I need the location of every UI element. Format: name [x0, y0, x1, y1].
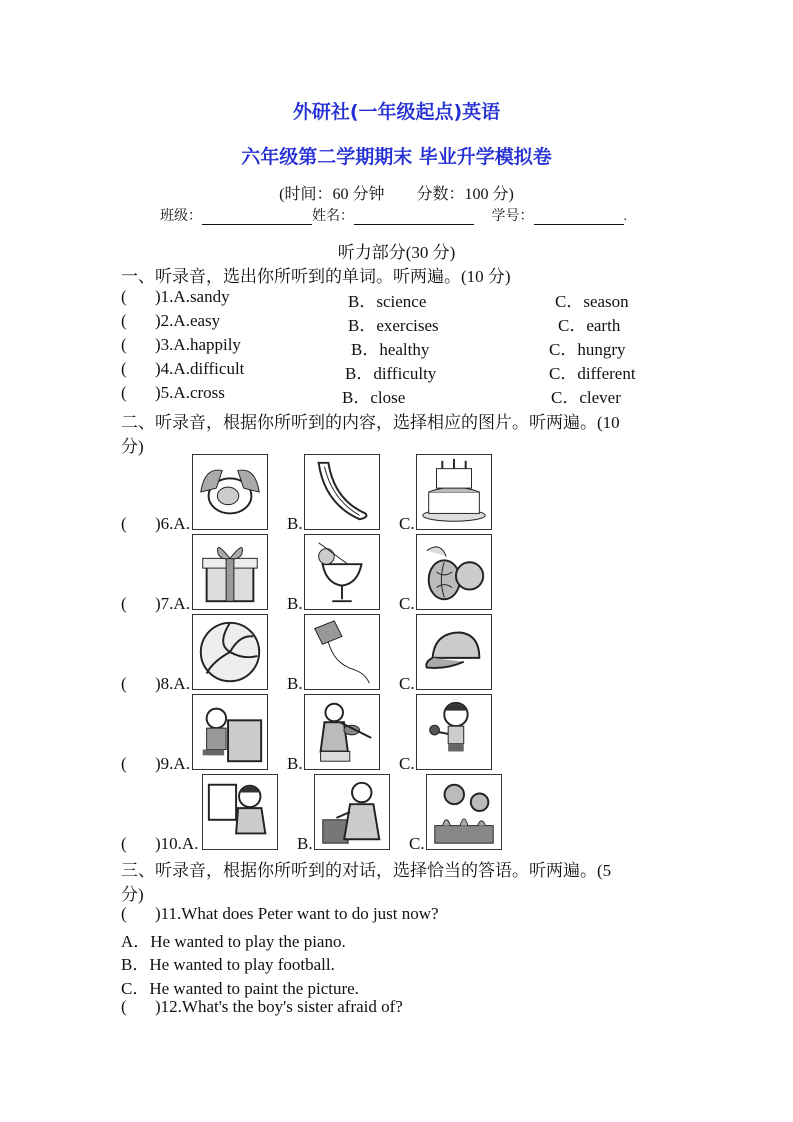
- q1-paren: (: [121, 287, 127, 306]
- class-label: 班级：: [160, 209, 202, 224]
- q6-label-c: C.: [399, 514, 415, 533]
- egg-icon[interactable]: [192, 454, 268, 530]
- q7-label-c: C.: [399, 594, 415, 613]
- class-blank[interactable]: [202, 210, 312, 225]
- part1-title: 一、听录音，选出你所听到的单词。听两遍。(10 分): [121, 267, 511, 286]
- q4-option-b: B．difficulty: [345, 364, 437, 383]
- q12-paren: (: [121, 997, 127, 1016]
- student-info-row: [160, 205, 627, 225]
- q3-option-b: B．healthy: [351, 340, 430, 359]
- q1-option-b: B．science: [348, 292, 427, 311]
- q3-paren: (: [121, 335, 127, 354]
- piano-player-icon[interactable]: [192, 694, 268, 770]
- q2-option-c: C．earth: [558, 316, 621, 335]
- q10-label-a: )10.A.: [155, 834, 199, 853]
- q11-option-c: C．He wanted to paint the picture.: [121, 979, 359, 998]
- q3-option-a: )3.A.happily: [155, 335, 241, 354]
- name-blank[interactable]: [354, 210, 474, 225]
- q2-option-a: )2.A.easy: [155, 311, 221, 330]
- q4-option-a: )4.A.difficult: [155, 359, 245, 378]
- q7-label-a: )7.A.: [155, 594, 190, 613]
- gift-box-icon[interactable]: [192, 534, 268, 610]
- q5-option-b: B．close: [342, 388, 406, 407]
- q8-label-b: B.: [287, 674, 303, 693]
- q8-label-c: C.: [399, 674, 415, 693]
- q9-label-b: B.: [287, 754, 303, 773]
- q5-option-a: )5.A.cross: [155, 383, 225, 402]
- exam-title-line1: 外研社(一年级起点)英语: [292, 101, 501, 123]
- q6-label-a: )6.A.: [155, 514, 190, 533]
- q10-label-b: B.: [297, 834, 313, 853]
- ping-pong-boy-icon[interactable]: [416, 694, 492, 770]
- q3-option-c: C．hungry: [549, 340, 626, 359]
- q8-label-a: )8.A.: [155, 674, 190, 693]
- q11-paren: (: [121, 904, 127, 923]
- q2-paren: (: [121, 311, 127, 330]
- q11-option-b: B．He wanted to play football.: [121, 955, 335, 974]
- girl-drawing-icon[interactable]: [202, 774, 278, 850]
- part3-title: 三、听录音，根据你所听到的对话，选择恰当的答语。听两遍。(5: [121, 861, 612, 880]
- q1-option-c: C．season: [555, 292, 629, 311]
- q10-label-c: C.: [409, 834, 425, 853]
- q7-label-b: B.: [287, 594, 303, 613]
- walnut-icon[interactable]: [416, 534, 492, 610]
- listening-section-title: 听力部分(30 分): [337, 243, 456, 262]
- q9-paren: (: [121, 754, 127, 773]
- q12-question: )12.What's the boy's sister afraid of?: [155, 997, 403, 1016]
- q6-label-b: B.: [287, 514, 303, 533]
- cap-icon[interactable]: [416, 614, 492, 690]
- q8-paren: (: [121, 674, 127, 693]
- trailing-dot: .: [623, 209, 627, 224]
- q4-option-c: C．different: [549, 364, 636, 383]
- student-no-label: 学号：: [491, 209, 534, 224]
- part2-title-cont: 分): [121, 437, 144, 456]
- q11-question: )11.What does Peter want to do just now?: [155, 904, 439, 923]
- kids-planting-icon[interactable]: [426, 774, 502, 850]
- q1-option-a: )1.A.sandy: [155, 287, 230, 306]
- part2-title: 二、听录音，根据你所听到的内容，选择相应的图片。听两遍。(10: [121, 413, 620, 432]
- volleyball-icon[interactable]: [192, 614, 268, 690]
- q10-paren: (: [121, 834, 127, 853]
- q11-option-a: A．He wanted to play the piano.: [121, 932, 346, 951]
- part3-title-cont: 分): [121, 885, 144, 904]
- q4-paren: (: [121, 359, 127, 378]
- birthday-cake-icon[interactable]: [416, 454, 492, 530]
- cooking-woman-icon[interactable]: [314, 774, 390, 850]
- name-label: 姓名：: [312, 209, 354, 224]
- q7-paren: (: [121, 594, 127, 613]
- kite-icon[interactable]: [304, 614, 380, 690]
- q5-paren: (: [121, 383, 127, 402]
- violin-player-icon[interactable]: [304, 694, 380, 770]
- exam-title-line2: 六年级第二学期期末 毕业升学模拟卷: [241, 146, 552, 168]
- banana-icon[interactable]: [304, 454, 380, 530]
- q9-label-c: C.: [399, 754, 415, 773]
- score-info: 分数：100 分): [416, 186, 514, 203]
- q9-label-a: )9.A.: [155, 754, 190, 773]
- cocktail-icon[interactable]: [304, 534, 380, 610]
- student-no-blank[interactable]: [534, 210, 624, 225]
- exam-meta: [0, 181, 793, 204]
- q6-paren: (: [121, 514, 127, 533]
- q2-option-b: B．exercises: [348, 316, 439, 335]
- time-info: (时间：60 分钟: [279, 186, 385, 203]
- q5-option-c: C．clever: [551, 388, 621, 407]
